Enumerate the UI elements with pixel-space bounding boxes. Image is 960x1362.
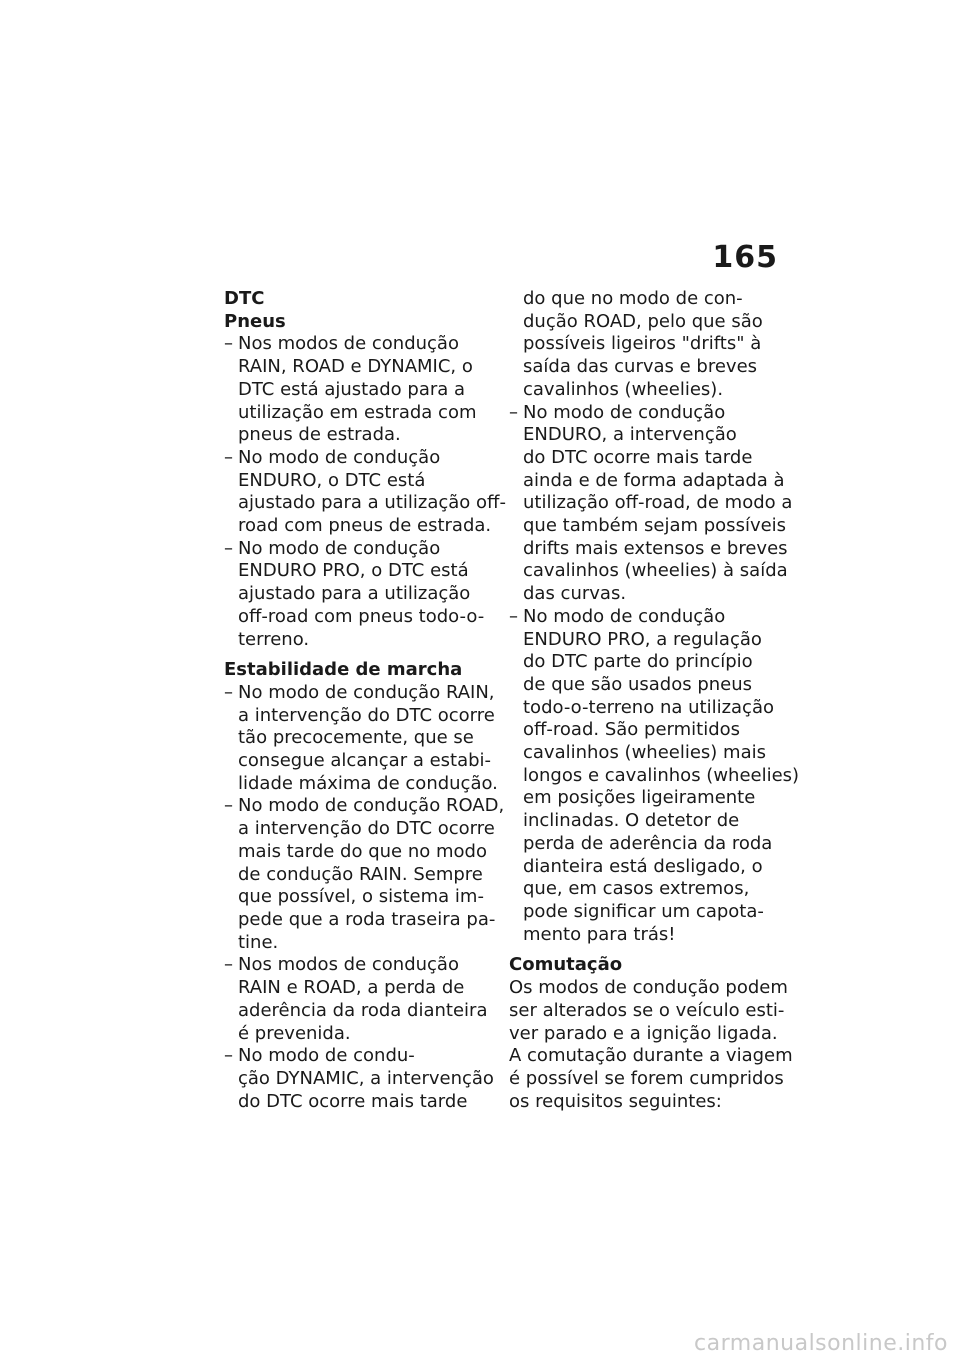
text-line: ainda e de forma adaptada à (523, 469, 785, 491)
list-item (509, 605, 800, 947)
text-line: off-road com pneus todo-o- (238, 605, 485, 627)
heading-pneus: Pneus (224, 310, 286, 332)
text-line: ENDURO, o DTC está (238, 469, 426, 491)
list-item (509, 401, 793, 606)
text-line: ENDURO PRO, o DTC está (238, 560, 469, 582)
text-line: cavalinhos (wheelies). (523, 378, 724, 400)
text-line: terreno. (238, 628, 310, 650)
text-line: RAIN e ROAD, a perda de (238, 977, 465, 999)
estabilidade-list (224, 681, 505, 1113)
text-line: – No modo de condução ROAD, (238, 795, 505, 817)
text-line: ENDURO, a intervenção (523, 424, 737, 446)
list-item (224, 333, 496, 447)
text-line: DTC está ajustado para a (238, 378, 466, 400)
text-line: ENDURO PRO, a regulação (523, 628, 762, 650)
watermark: carmanualsonline.info (694, 1331, 948, 1356)
text-line: drifts mais extensos e breves (523, 537, 788, 559)
text-line: – No modo de condução (238, 446, 441, 468)
list-item (224, 682, 496, 796)
text-line: ajustado para a utilização (238, 583, 471, 605)
text-line: utilização off-road, de modo a (523, 492, 793, 514)
text-line: de que são usados pneus (523, 673, 753, 695)
text-line: que possível, o sistema im- (238, 886, 484, 908)
text-line: que também sejam possíveis (523, 515, 787, 537)
text-line: Os modos de condução podem (509, 977, 788, 999)
text-line: longos e cavalinhos (wheelies) (523, 764, 800, 786)
right-column (509, 288, 800, 1113)
pneus-list (224, 333, 506, 651)
text-line: os requisitos seguintes: (509, 1090, 722, 1112)
list-item (224, 954, 496, 1045)
text-line: saída das curvas e breves (523, 356, 758, 378)
text-line: tine. (238, 931, 279, 953)
text-line: dianteira está desligado, o (523, 855, 763, 877)
continued-list (509, 288, 800, 946)
heading-comutacao: Comutação (509, 954, 623, 976)
text-line: ção DYNAMIC, a intervenção (238, 1067, 494, 1089)
text-line: das curvas. (523, 583, 627, 605)
page-number: 165 (712, 240, 778, 275)
text-line: inclinadas. O detetor de (523, 810, 740, 832)
text-line: que, em casos extremos, (523, 878, 750, 900)
text-line: perda de aderência da roda (523, 832, 773, 854)
text-line: utilização em estrada com (238, 401, 477, 423)
text-line: do que no modo de con- (523, 288, 743, 309)
left-column (224, 288, 506, 1113)
text-line: do DTC ocorre mais tarde (238, 1090, 468, 1112)
text-line: lidade máxima de condução. (238, 772, 498, 794)
list-item (224, 446, 506, 538)
text-line: todo-o-terreno na utilização (523, 696, 774, 718)
text-line: do DTC parte do princípio (523, 651, 753, 673)
text-line: road com pneus de estrada. (238, 515, 492, 537)
text-line: consegue alcançar a estabi- (238, 750, 492, 772)
text-line: do DTC ocorre mais tarde (523, 446, 753, 468)
text-line: mais tarde do que no modo (238, 840, 487, 862)
text-line: ver parado e a ignição ligada. (509, 1022, 778, 1044)
list-item (224, 795, 505, 954)
text-line: cavalinhos (wheelies) à saída (523, 560, 788, 582)
list-item (224, 1045, 496, 1113)
text-line: – No modo de condu- (238, 1045, 415, 1067)
text-line: – Nos modos de condução (238, 954, 459, 976)
text-line: é prevenida. (238, 1022, 351, 1044)
text-line: ser alterados se o veículo esti- (509, 999, 785, 1021)
text-line: a intervenção do DTC ocorre (238, 818, 495, 840)
text-line: mento para trás! (523, 923, 676, 945)
text-line: cavalinhos (wheelies) mais (523, 742, 766, 764)
text-line: a intervenção do DTC ocorre (238, 704, 495, 726)
text-line: dução ROAD, pelo que são (523, 310, 763, 332)
text-line: é possível se forem cumpridos (509, 1067, 784, 1089)
text-line: aderência da roda dianteira (238, 999, 488, 1021)
text-line: – No modo de condução (523, 401, 726, 423)
list-item (224, 538, 496, 652)
text-line: – No modo de condução RAIN, (238, 681, 495, 703)
text-line: pode significar um capota- (523, 900, 764, 922)
text-line: RAIN, ROAD e DYNAMIC, o (238, 356, 473, 378)
text-line: – No modo de condução (238, 537, 441, 559)
text-line: de condução RAIN. Sempre (238, 863, 483, 885)
text-line: – No modo de condução (523, 605, 726, 627)
text-line: pede que a roda traseira pa- (238, 908, 496, 930)
text-line: A comutação durante a viagem (509, 1045, 793, 1067)
heading-estabilidade: Estabilidade de marcha (224, 659, 463, 681)
list-item-continued (509, 288, 781, 402)
text-line: tão precocemente, que se (238, 727, 474, 749)
heading-dtc: DTC (224, 288, 265, 309)
comutacao-paragraph (509, 977, 793, 1113)
text-line: possíveis ligeiros "drifts" à (523, 333, 762, 355)
text-line: pneus de estrada. (238, 424, 401, 446)
text-line: – Nos modos de condução (238, 333, 459, 355)
text-line: ajustado para a utilização off- (238, 492, 506, 514)
text-line: off-road. São permitidos (523, 719, 741, 741)
text-line: em posições ligeiramente (523, 787, 756, 809)
